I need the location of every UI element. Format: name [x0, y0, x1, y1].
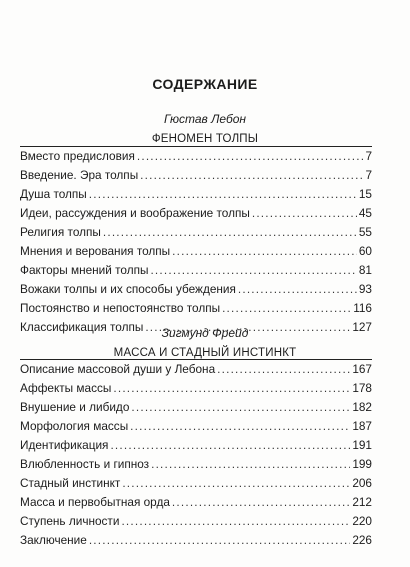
toc-entry [20, 512, 372, 531]
toc-entry [20, 531, 372, 550]
dot-leader [172, 493, 350, 512]
toc-entry-page: 7 [365, 168, 372, 182]
toc-entry-title: Заключение [20, 533, 87, 547]
dot-leader [110, 436, 350, 455]
toc-entry-title: Внушение и либидо [20, 400, 130, 414]
toc-entry [20, 242, 372, 261]
toc-entry-title: Факторы мнений толпы [20, 263, 149, 277]
dot-leader [130, 417, 350, 436]
toc-entry-page: 55 [358, 225, 372, 239]
toc-entry-title: Классификация толпы [20, 320, 144, 334]
dot-leader [252, 204, 357, 223]
toc-entry-page: 116 [353, 301, 372, 315]
toc-entry-page: 212 [352, 495, 372, 509]
toc-entry-page: 7 [365, 149, 372, 163]
toc-entry-title: Идентификация [20, 438, 109, 452]
toc-entry [20, 436, 372, 455]
toc-entry-title: Аффекты массы [20, 381, 112, 395]
dot-leader [150, 261, 356, 280]
toc-entry-page: 93 [358, 282, 372, 296]
toc-entry-title: Вожаки толпы и их способы убеждения [20, 282, 236, 296]
toc-entry-page: 167 [352, 362, 372, 376]
section-author: Гюстав Лебон [163, 112, 247, 126]
toc-entry-title: Стадный инстинкт [20, 476, 121, 490]
dot-leader [89, 531, 350, 550]
dot-leader [238, 280, 357, 299]
toc-entry-page: 226 [352, 533, 372, 547]
dot-leader [103, 223, 357, 242]
section-work-title: МАССА И СТАДНЫЙ ИНСТИНКТ [113, 347, 297, 359]
toc-entry-title: Вместо предисловия [20, 149, 135, 163]
toc-entry [20, 493, 372, 512]
toc-entry-page: 206 [352, 476, 372, 490]
toc-entry-title: Душа толпы [20, 187, 87, 201]
toc-entry-title: Влюбленность и гипноз [20, 457, 150, 471]
toc-entry-title: Масса и первобытная орда [20, 495, 170, 509]
toc-entry-title: Описание массовой души у Лебона [20, 362, 216, 376]
dot-leader [89, 185, 357, 204]
toc-entry [20, 185, 372, 204]
dot-leader [172, 242, 357, 261]
toc-entry-page: 191 [352, 438, 372, 452]
toc-entry-title: Постоянство и непостоянство толпы [20, 301, 221, 315]
toc-entry [20, 166, 372, 185]
toc-entry-page: 15 [358, 187, 372, 201]
toc-entry [20, 455, 372, 474]
dot-leader [151, 455, 350, 474]
dot-leader [121, 512, 350, 531]
toc-entry [20, 261, 372, 280]
dot-leader [222, 299, 351, 318]
toc-entry-page: 187 [352, 419, 372, 433]
dot-leader [131, 398, 350, 417]
section-author: Зигмунд Фрейд [161, 326, 249, 340]
toc-entry [20, 280, 372, 299]
toc-entry-page: 178 [352, 381, 372, 395]
toc-list [20, 360, 372, 550]
toc-entry-title: Мнения и верования толпы [20, 244, 171, 258]
toc-entry [20, 223, 372, 242]
toc-entry-page: 182 [352, 400, 372, 414]
toc-entry-title: Ступень личности [20, 514, 120, 528]
toc-entry-page: 60 [358, 244, 372, 258]
toc-entry-title: Морфология массы [20, 419, 129, 433]
section-work-title: ФЕНОМЕН ТОЛПЫ [151, 133, 259, 145]
toc-entry-title: Введение. Эра толпы [20, 168, 139, 182]
toc-entry-page: 220 [352, 514, 372, 528]
dot-leader [217, 360, 350, 379]
toc-entry [20, 398, 372, 417]
dot-leader [137, 147, 364, 166]
toc-entry-page: 81 [358, 263, 372, 277]
toc-entry [20, 379, 372, 398]
toc-entry-title: Религия толпы [20, 225, 101, 239]
toc-list [20, 147, 372, 337]
toc-entry [20, 360, 372, 379]
dot-leader [140, 166, 363, 185]
dot-leader [122, 474, 350, 493]
toc-entry [20, 204, 372, 223]
page-title: СОДЕРЖАНИЕ [152, 76, 258, 92]
toc-entry-page: 45 [358, 206, 372, 220]
toc-entry-page: 199 [352, 457, 372, 471]
toc-entry-page: 127 [352, 320, 372, 334]
toc-entry [20, 299, 372, 318]
toc-entry [20, 417, 372, 436]
toc-entry [20, 147, 372, 166]
dot-leader [113, 379, 350, 398]
toc-entry [20, 474, 372, 493]
toc-entry-title: Идеи, рассуждения и воображение толпы [20, 206, 250, 220]
